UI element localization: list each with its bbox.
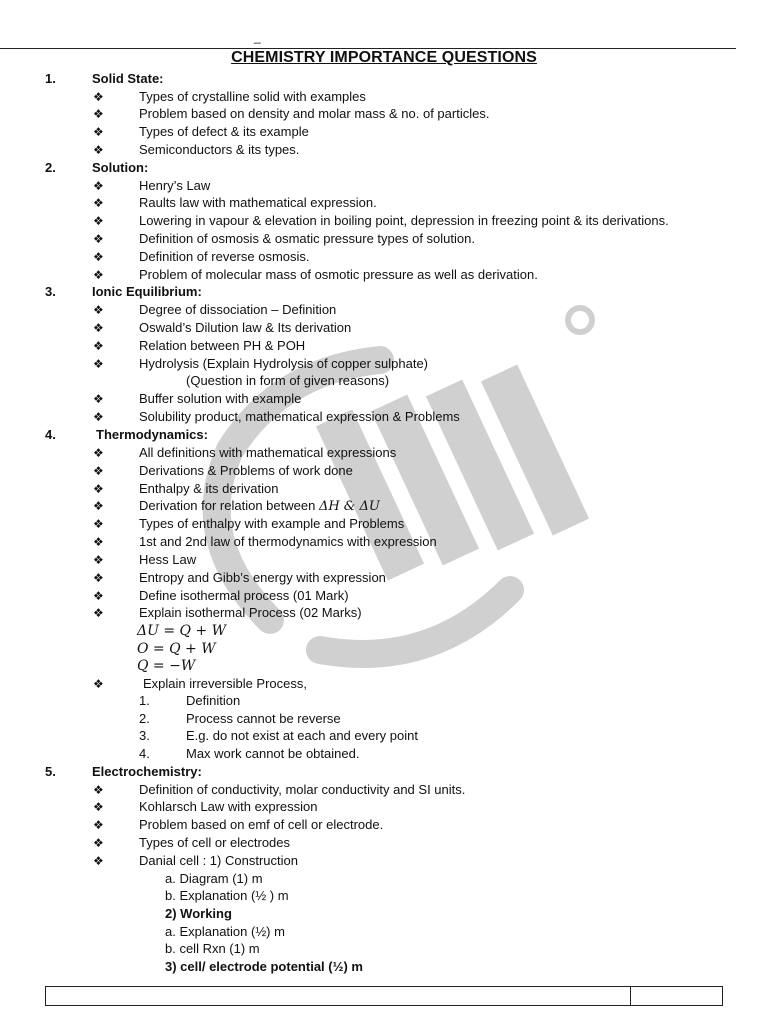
section-number: 2. bbox=[45, 160, 56, 175]
bullet-icon: ❖ bbox=[93, 357, 104, 371]
section-number: 5. bbox=[45, 764, 56, 779]
footer-box bbox=[45, 986, 723, 1006]
bullet-icon: ❖ bbox=[93, 214, 104, 228]
section-title: Electrochemistry: bbox=[92, 764, 202, 779]
bullet-icon: ❖ bbox=[93, 339, 104, 353]
section-heading bbox=[0, 426, 768, 444]
section-title: Thermodynamics: bbox=[96, 427, 208, 442]
bullet-icon: ❖ bbox=[93, 392, 104, 406]
equation: Q = −W bbox=[137, 658, 196, 674]
bullet-icon: ❖ bbox=[93, 571, 104, 585]
bullet-icon: ❖ bbox=[93, 783, 104, 797]
bullet-icon: ❖ bbox=[93, 107, 104, 121]
section-title: Solid State: bbox=[92, 71, 164, 86]
bullet-icon: ❖ bbox=[93, 800, 104, 814]
section-heading bbox=[0, 283, 768, 301]
equation: O = Q + W bbox=[137, 641, 216, 657]
list-item-note: (Question in form of given reasons) bbox=[186, 373, 390, 388]
bullet-icon: ❖ bbox=[93, 499, 104, 513]
bullet-icon: ❖ bbox=[93, 143, 104, 157]
bullet-icon: ❖ bbox=[93, 268, 104, 282]
bullet-icon: ❖ bbox=[93, 517, 104, 531]
bullet-icon: ❖ bbox=[93, 482, 104, 496]
equation: ΔU = Q + W bbox=[137, 623, 227, 639]
section-number: 1. bbox=[45, 71, 56, 86]
page-title: CHEMISTRY IMPORTANCE QUESTIONS bbox=[231, 49, 537, 66]
section-number: 4. bbox=[45, 427, 56, 442]
section-title: Solution: bbox=[92, 160, 149, 175]
bullet-icon: ❖ bbox=[93, 179, 104, 193]
bullet-icon: ❖ bbox=[93, 410, 104, 424]
header-dash: _ bbox=[254, 30, 261, 44]
section-title: Ionic Equilibrium: bbox=[92, 284, 202, 299]
bullet-icon: ❖ bbox=[93, 606, 104, 620]
sub-item: b. cell Rxn (1) m bbox=[165, 941, 260, 956]
section-number: 3. bbox=[45, 284, 56, 299]
section-heading bbox=[0, 70, 768, 88]
section-heading bbox=[0, 159, 768, 177]
bullet-icon: ❖ bbox=[93, 553, 104, 567]
bullet-icon: ❖ bbox=[93, 446, 104, 460]
bullet-icon: ❖ bbox=[93, 196, 104, 210]
sub-item: a. Diagram (1) m bbox=[165, 871, 263, 886]
bullet-icon: ❖ bbox=[93, 321, 104, 335]
bullet-icon: ❖ bbox=[93, 589, 104, 603]
bullet-icon: ❖ bbox=[93, 464, 104, 478]
bullet-icon: ❖ bbox=[93, 836, 104, 850]
footer-divider bbox=[630, 987, 631, 1005]
bullet-icon: ❖ bbox=[93, 232, 104, 246]
bullet-icon: ❖ bbox=[93, 535, 104, 549]
section-heading bbox=[0, 763, 768, 781]
sub-item: b. Explanation (½ ) m bbox=[165, 888, 289, 903]
sub-heading: 2) Working bbox=[165, 906, 232, 921]
bullet-icon: ❖ bbox=[93, 677, 104, 691]
bullet-icon: ❖ bbox=[93, 854, 104, 868]
bullet-icon: ❖ bbox=[93, 125, 104, 139]
sub-heading: 3) cell/ electrode potential (½) m bbox=[165, 959, 363, 974]
bullet-icon: ❖ bbox=[93, 303, 104, 317]
bullet-icon: ❖ bbox=[93, 250, 104, 264]
sub-item: a. Explanation (½) m bbox=[165, 924, 285, 939]
bullet-icon: ❖ bbox=[93, 818, 104, 832]
bullet-icon: ❖ bbox=[93, 90, 104, 104]
